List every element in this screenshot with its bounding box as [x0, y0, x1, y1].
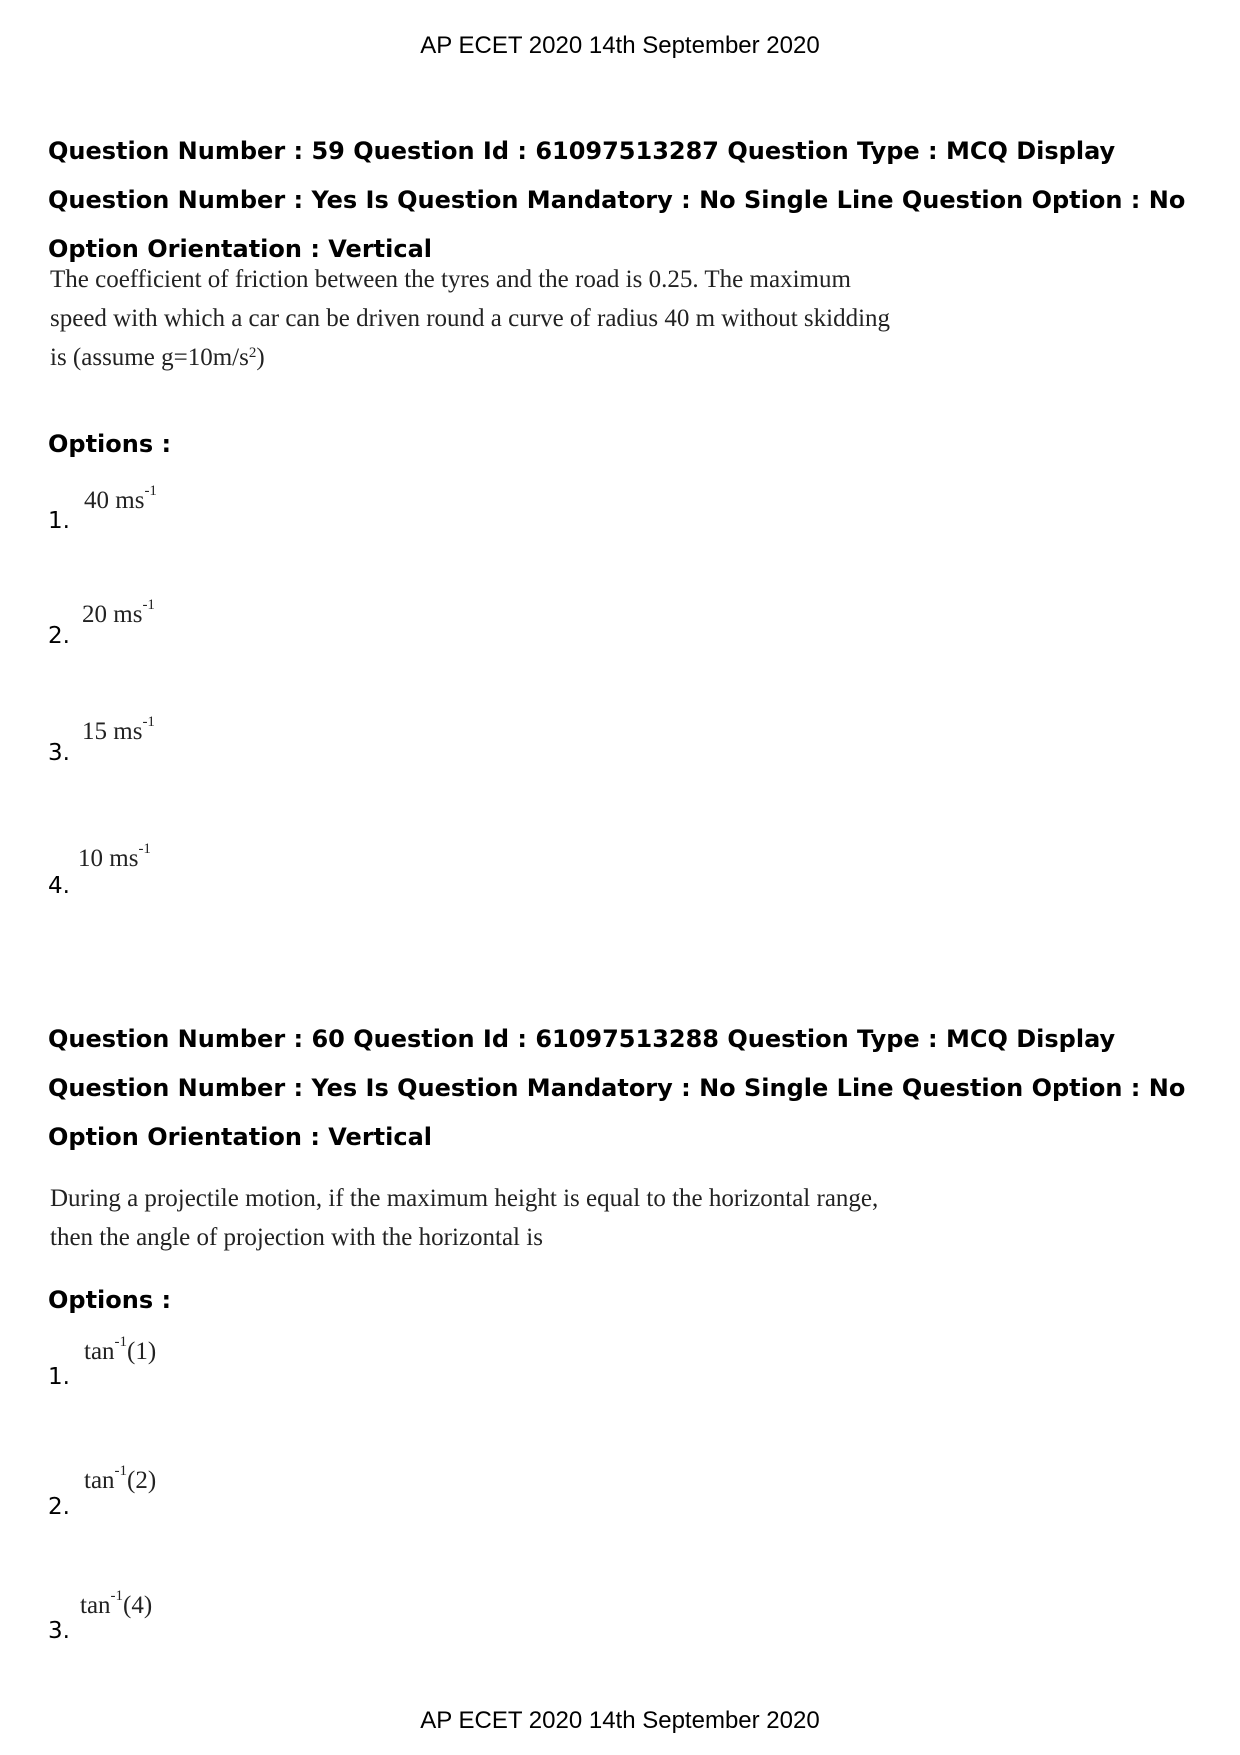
option-value: 20 $ms^{-1}$	[82, 597, 155, 628]
options-label: Options :	[48, 1286, 172, 1314]
option-value: $\tan^{-1}(4)$	[80, 1588, 153, 1619]
question-text-line: speed with which a car can be driven round a curve of radius 40 m without skidding	[50, 305, 891, 332]
option-number: 1.	[48, 1364, 70, 1390]
option-value: $\tan^{-1}(2)$	[84, 1463, 157, 1494]
question-59-meta: Question Number : 59 Question Id : 61097513287 Question Type : MCQ Display Question Number : Yes Is Question Mandatory : No Single Line Question Option : No Option Orientation : Vertical	[48, 137, 1186, 263]
option-value: 15 $ms^{-1}$	[82, 714, 155, 745]
page-header: AP ECET 2020 14th September 2020	[420, 32, 820, 59]
option-value: 40 $ms^{-1}$	[84, 483, 157, 514]
option-number: 4.	[48, 873, 70, 899]
question-text-line: is (assume $g=10m/s^2$)	[50, 344, 265, 371]
question-text-line: then the angle of projection with the horizontal is	[50, 1224, 543, 1251]
question-text-line: The coefficient of friction between the tyres and the road is 0.25. The maximum	[50, 266, 851, 293]
option-number: 2.	[48, 1494, 70, 1520]
option-value: 10 $ms^{-1}$	[78, 841, 151, 872]
option-number: 3.	[48, 1618, 70, 1644]
option-number: 1.	[48, 508, 70, 534]
option-number: 3.	[48, 740, 70, 766]
question-60-meta: Question Number : 60 Question Id : 61097513288 Question Type : MCQ Display Question Number : Yes Is Question Mandatory : No Single Line Question Option : No Option Orientation : Vertical	[48, 1025, 1186, 1151]
question-59-text	[50, 260, 970, 377]
page-footer: AP ECET 2020 14th September 2020	[420, 1707, 820, 1734]
question-60-text	[50, 1179, 970, 1257]
option-value: $\tan^{-1}(1)$	[84, 1334, 157, 1365]
option-number: 2.	[48, 623, 70, 649]
question-text-line: During a projectile motion, if the maximum height is equal to the horizontal range,	[50, 1185, 879, 1212]
options-label: Options :	[48, 430, 172, 458]
